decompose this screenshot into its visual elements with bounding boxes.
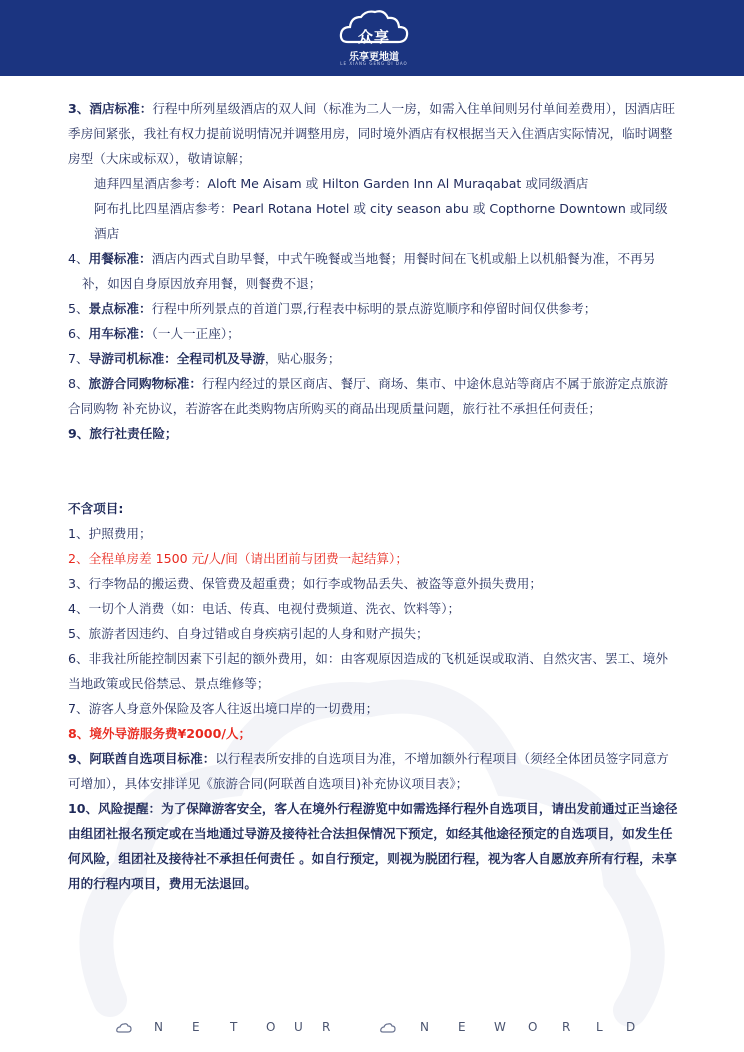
page-header — [0, 0, 744, 76]
optional-tours-label: 9、阿联酋自选项目标准： — [68, 751, 216, 766]
liability-insurance: 9、旅行社责任险； — [68, 426, 178, 441]
item-number: 7、 — [68, 351, 89, 366]
footer-letter: L — [596, 1020, 603, 1034]
dubai-hotel-reference: 迪拜四星酒店参考：Aloft Me Aisam 或 Hilton Garden Inn Al Muraqabat 或同级酒店 — [94, 176, 589, 191]
footer-letter: E — [192, 1020, 200, 1034]
logo-pinyin: LE XIANG GENG DI DAO — [340, 61, 408, 66]
hotel-standard-text: 行程中所列星级酒店的双人间（标准为二人一房，如需入住单间则另付单间差费用），因酒店旺季房间紧张，我社有权力提前说明情况并调整用房，同时境外酒店有权根据当天入住酒店实际情况，临时调整房型（大床或标双），敬请谅解； — [68, 101, 675, 166]
exclusion-item-guide-fee: 8、境外导游服务费¥2000/人； — [68, 726, 252, 741]
footer-letter: R — [562, 1020, 571, 1034]
attraction-standard-label: 景点标准： — [88, 301, 152, 316]
guide-driver-label: 导游司机标准： — [88, 351, 177, 366]
risk-warning: 10、风险提醒：为了保障游客安全，客人在境外行程游览中如需选择行程外自选项目，请出发前通过正当途径由组团社报名预定或在当地通过导游及接待社合法担保情况下预定，如经其他途径预定的自选项目，如发生任何风险，组团社及接待社不承担任何责任 。如自行预定，则视为脱团行程，视为客人自愿放弃所有行程，未享用的行程内项目，费用无法退回。 — [68, 801, 678, 891]
exclusion-item-single-supplement: 2、全程单房差 1500 元/人/间（请出团前与团费一起结算）； — [68, 551, 408, 566]
footer-letter: N — [154, 1020, 163, 1034]
exclusion-item: 7、游客人身意外保险及客人往返出境口岸的一切费用； — [68, 701, 379, 716]
shopping-standard — [68, 371, 680, 421]
hotel-standard — [68, 96, 680, 171]
exclusion-item: 3、行李物品的搬运费、保管费及超重费；如行李或物品丢失、被盗等意外损失费用； — [68, 576, 542, 591]
exclusion-item-optional-tours — [68, 746, 680, 796]
footer-letter: R — [322, 1020, 331, 1034]
vehicle-standard-label: 用车标准： — [88, 326, 152, 341]
exclusions-title: 不含项目: — [68, 501, 124, 516]
vehicle-standard-text: （一人一正座）； — [151, 326, 240, 341]
guide-driver-highlight: 全程司机及导游 — [176, 351, 265, 366]
exclusion-item: 6、非我社所能控制因素下引起的额外费用，如：由客观原因造成的飞机延误或取消、自然灾害、罢工、境外当地政策或民俗禁忌、景点维修等； — [68, 651, 668, 691]
attraction-standard — [68, 296, 680, 321]
shopping-standard-label: 旅游合同购物标准： — [88, 376, 202, 391]
footer-cloud-icon — [380, 1022, 396, 1034]
exclusion-item: 1、护照费用； — [68, 526, 152, 541]
footer-letter: T — [230, 1020, 238, 1034]
attraction-standard-text: 行程中所列景点的首道门票,行程表中标明的景点游览顺序和停留时间仅供参考； — [151, 301, 597, 316]
item-number: 6、 — [68, 326, 89, 341]
footer-letter: O — [528, 1020, 538, 1034]
section-spacer — [68, 446, 680, 496]
abudhabi-hotel-reference: 阿布扎比四星酒店参考：Pearl Rotana Hotel 或 city season abu 或 Copthorne Downtown 或同级酒店 — [94, 201, 668, 241]
guide-driver-text: ，贴心服务； — [264, 351, 341, 366]
footer-letter: U — [294, 1020, 303, 1034]
footer-letter: E — [458, 1020, 466, 1034]
page-footer — [0, 1016, 744, 1044]
exclusion-item: 4、一切个人消费（如：电话、传真、电视付费频道、洗衣、饮料等）； — [68, 601, 461, 616]
guide-driver-standard — [68, 346, 680, 371]
hotel-standard-label: 3、酒店标准： — [68, 101, 153, 116]
meal-standard-text: 酒店内西式自助早餐，中式午晚餐或当地餐；用餐时间在飞机或船上以机船餐为准，不再另补，如因自身原因放弃用餐，则餐费不退； — [82, 251, 656, 291]
item-number: 8、 — [68, 376, 89, 391]
footer-letter: N — [420, 1020, 429, 1034]
item-number: 5、 — [68, 301, 89, 316]
logo-slogan: 乐享更地道 — [349, 52, 399, 63]
shopping-standard-text: 行程内经过的景区商店、餐厅、商场、集市、中途休息站等商店不属于旅游定点旅游合同购物 补充协议，若游客在此类购物店所购买的商品出现质量问题，旅行社不承担任何责任； — [68, 376, 668, 416]
optional-tours-text: 以行程表所安排的自选项目为准，不增加额外行程项目（须经全体团员签字同意方可增加），具体安排详见《旅游合同(阿联酋自选项目)补充协议项目表》； — [68, 751, 669, 791]
logo-main-text: 众享 — [357, 28, 390, 46]
document-body — [68, 96, 680, 896]
meal-standard — [68, 246, 680, 296]
brand-logo — [338, 8, 410, 70]
footer-letter: O — [266, 1020, 276, 1034]
footer-letter: W — [494, 1020, 506, 1034]
vehicle-standard — [68, 321, 680, 346]
exclusion-item: 5、旅游者因违约、自身过错或自身疾病引起的人身和财产损失； — [68, 626, 429, 641]
meal-standard-label: 用餐标准： — [88, 251, 152, 266]
footer-letter: D — [626, 1020, 636, 1034]
footer-cloud-icon — [116, 1022, 132, 1034]
item-number: 4、 — [68, 251, 89, 266]
